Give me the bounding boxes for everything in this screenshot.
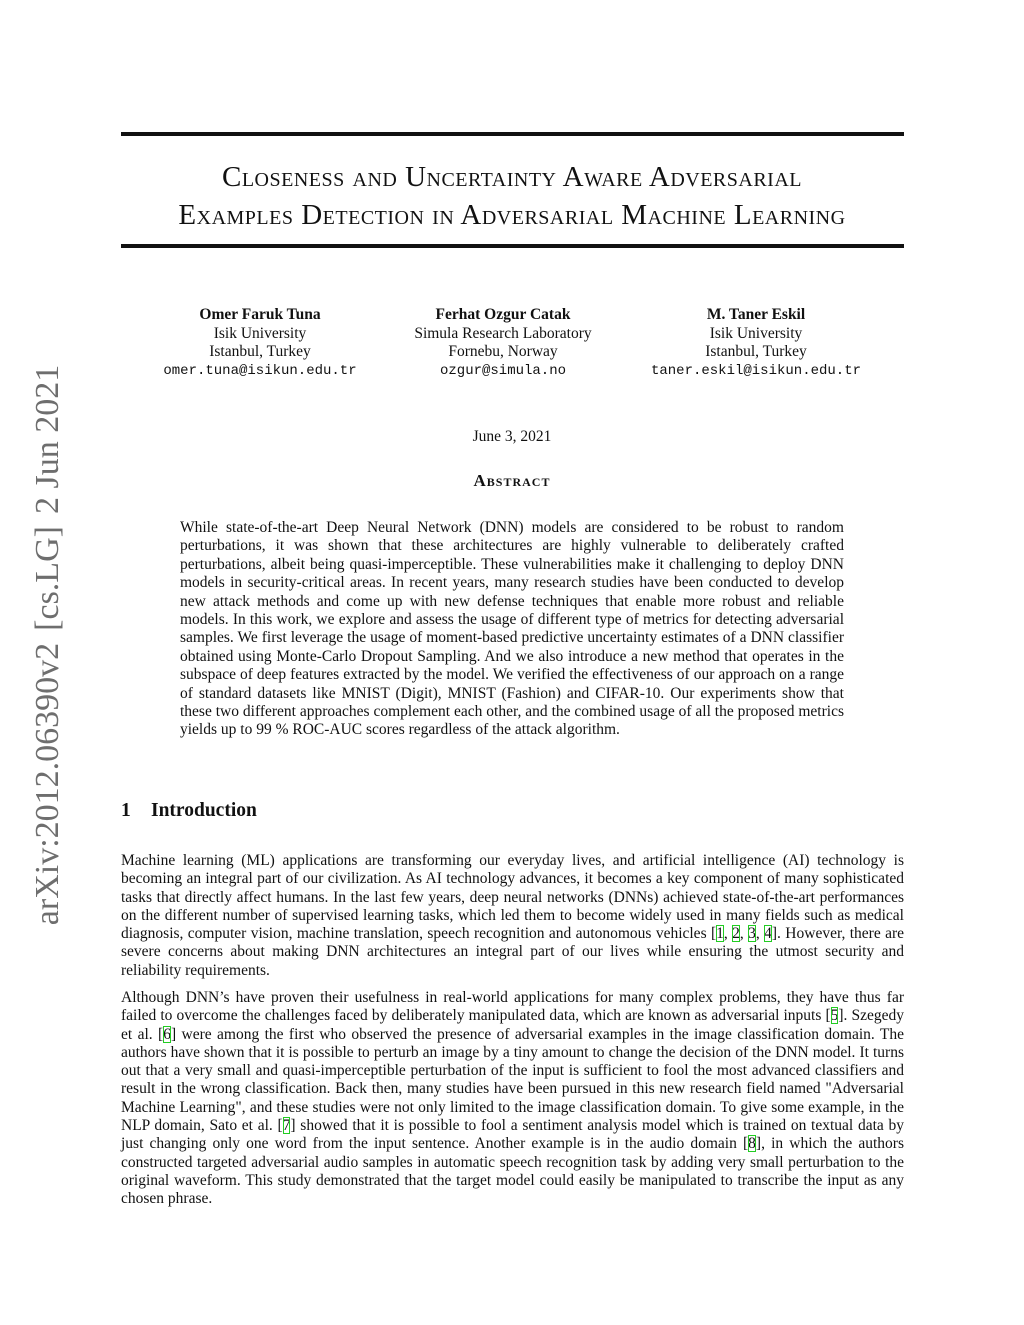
- author-affiliation: Isik University: [709, 324, 803, 342]
- author-location: Istanbul, Turkey: [209, 343, 311, 360]
- author-email[interactable]: taner.eskil@isikun.edu.tr: [650, 362, 862, 379]
- paragraph-text: ] were among the first who observed the presence of adversarial examples in the image classification domain. The authors have shown that it is possible to perturb an image by a tiny amount to change the decision of the DNN model. It turns out that a very small and quasi-imperceptible perturbation of the input is sufficient to fool the most advanced classifiers and result in the wrong classification. Back then, many studies have been pursued in this new research field named "Adversarial Machine Learning", and these studies were not only limited to the image classification domain. To give some example, in the NLP domain, Sato et al. [: [121, 1025, 904, 1135]
- title-line-2: Examples Detection in Adversarial Machine Learning: [178, 199, 846, 231]
- intro-paragraph-1: Machine learning (ML) applications are transforming our everyday lives, and artificial intelligence (AI) technology is becoming an integral part of our civilization. As AI technology advances, it becomes a key component of many sophisticated tasks that directly affect humans. In the last few years, deep neural networks (DNNs) achieved state-of-the-art performances on the different number of supervised learning tasks, which led them to become widely used in many fields such as medical diagnosis, computer vision, machine translation, speech recognition and autonomous vehicles [1, 2, 3, 4]. However, there are severe concerns about making DNN architectures an integral part of our lives while ensuring the utmost security and reliability requirements.: [121, 852, 905, 979]
- citation-link[interactable]: 8: [748, 1135, 756, 1153]
- author-location: Istanbul, Turkey: [705, 343, 807, 360]
- paragraph-text: ], in which the authors constructed targeted adversarial audio samples in automatic speech recognition task by adding very small perturbation to the original waveform. This study demonstrated that the target model could easily be manipulated to transcribe the input as any chosen phrase.: [121, 1135, 904, 1208]
- paragraph-text: ]. Szegedy et al. [: [121, 1007, 904, 1043]
- paragraph-text: ]. However, there are severe concerns about making DNN architectures an integral part of our lives while ensuring the utmost security and reliability requirements.: [121, 925, 905, 979]
- author-location: Fornebu, Norway: [448, 343, 558, 360]
- author-name: Ferhat Ozgur Catak: [435, 306, 571, 323]
- section-heading-introduction: [121, 800, 257, 822]
- citation-link[interactable]: 6: [163, 1025, 171, 1043]
- paper-title: [100, 158, 924, 234]
- section-title: Introduction: [151, 800, 257, 821]
- citation-link[interactable]: 2: [732, 925, 740, 943]
- abstract-heading: Abstract: [473, 471, 551, 490]
- intro-paragraph-2: [121, 989, 904, 1209]
- paper-date: June 3, 2021: [472, 428, 552, 445]
- citation-link[interactable]: 7: [282, 1117, 291, 1135]
- abstract-text: While state-of-the-art Deep Neural Network (DNN) models are considered to be robust to random perturbations, it was shown that these architectures are highly vulnerable to deliberately crafted perturbations, albeit being quasi-imperceptible. These vulnerabilities make it challenging to deploy DNN models in security-critical areas. In recent years, many research studies have been conducted to develop new attack methods and come up with new defense techniques that enable more robust and reliable models. In this work, we explore and assess the usage of different type of metrics for detecting adversarial samples. We first leverage the usage of moment-based predictive uncertainty estimates of a DNN classifier obtained using Monte-Carlo Dropout Sampling. And we also introduce a new method that operates in the subspace of deep features extracted by the model. We verified the effectiveness of our approach on a range of standard datasets like MNIST (Digit), MNIST (Fashion) and CIFAR-10. Our experiments show that these two different approaches complement each other, and the combined usage of all the proposed metrics yields up to 99 % ROC-AUC scores regardless of the attack algorithm.: [180, 519, 844, 739]
- author-email[interactable]: ozgur@simula.no: [439, 362, 567, 379]
- title-top-rule: [121, 132, 904, 136]
- arxiv-date: 2 Jun 2021: [29, 364, 66, 515]
- author-affiliation: Isik University: [213, 324, 307, 342]
- arxiv-id: arXiv:2012.06390v2: [29, 642, 66, 926]
- author-name: M. Taner Eskil: [706, 306, 806, 323]
- paragraph-text: ] showed that it is possible to fool a sentiment analysis model which is trained on textual data by just changing only one word from the input sentence. Another example is in the audio domain [: [121, 1117, 904, 1153]
- author-name: Omer Faruk Tuna: [199, 306, 321, 323]
- title-line-1: Closeness and Uncertainty Aware Adversarial: [222, 161, 802, 193]
- citation-link[interactable]: 1: [716, 925, 724, 943]
- author-email[interactable]: omer.tuna@isikun.edu.tr: [163, 362, 357, 379]
- author-affiliation: Simula Research Laboratory: [414, 324, 592, 342]
- citation-link[interactable]: 4: [764, 925, 772, 943]
- citation-link[interactable]: 3: [748, 925, 756, 943]
- paragraph-text: Although DNN’s have proven their usefulness in real-world applications for many complex problems, they have thus far failed to overcome the challenges faced by deliberately manipulated data, which are known as adversarial inputs [: [121, 989, 904, 1025]
- title-bottom-rule: [121, 244, 904, 248]
- section-number: 1: [121, 800, 131, 821]
- author-3: [606, 306, 906, 380]
- arxiv-category: [cs.LG]: [29, 526, 66, 631]
- paragraph-text: Machine learning (ML) applications are transforming our everyday lives, and artificial intelligence (AI) technology is becoming an integral part of our civilization. As AI technology advances, it becomes a key component of many sophisticated tasks that directly affect humans. In the last few years, deep neural networks (DNNs) achieved state-of-the-art performances on the different number of supervised learning tasks, which led them to become widely used in many fields such as medical diagnosis, computer vision, machine translation, speech recognition and autonomous vehicles [: [121, 852, 904, 943]
- citation-link[interactable]: 5: [830, 1007, 839, 1025]
